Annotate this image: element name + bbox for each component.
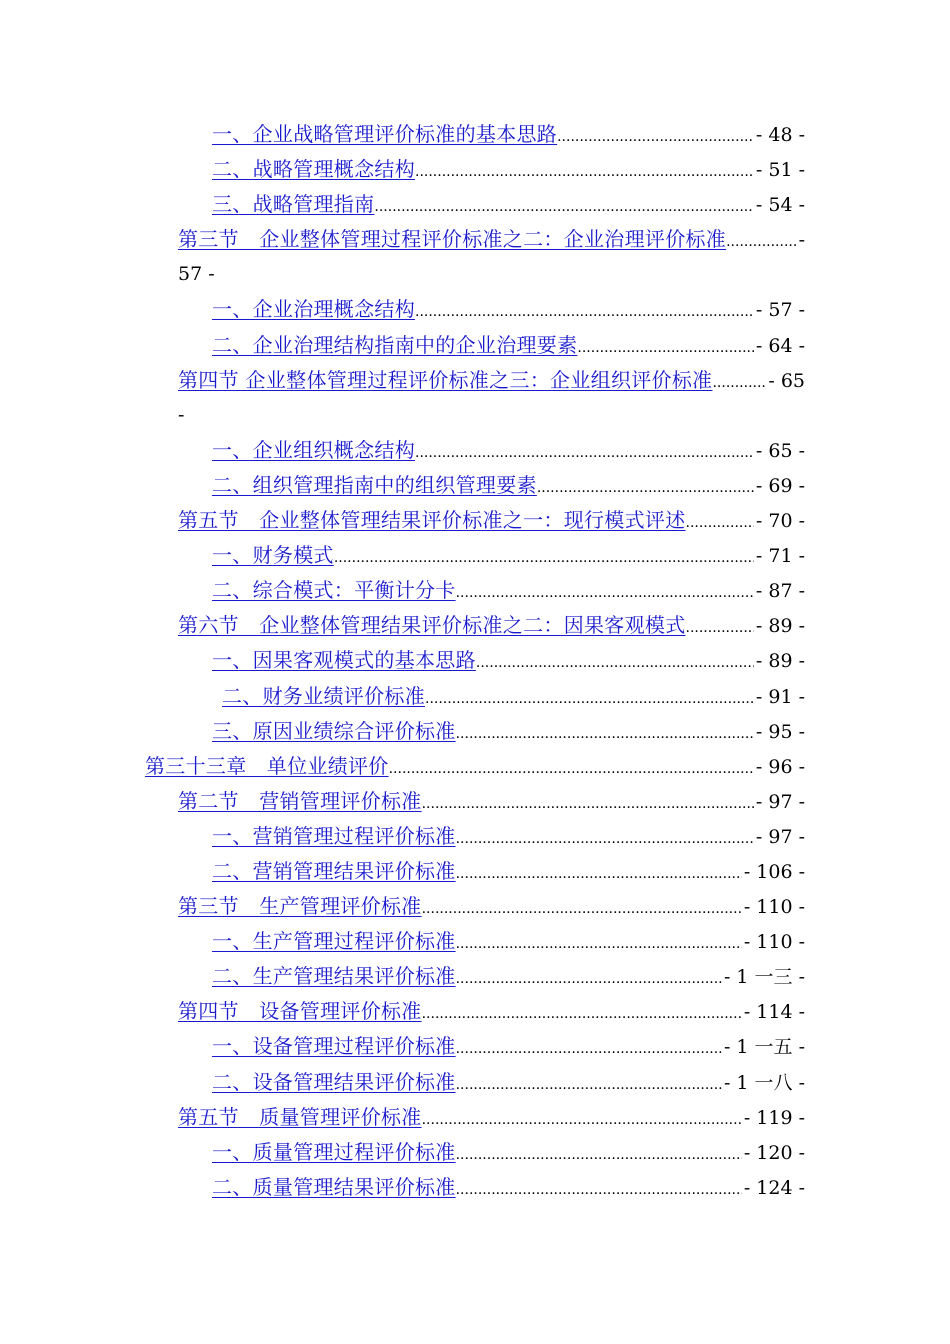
toc-dot-leader [422, 1103, 742, 1138]
toc-entry-line [178, 784, 805, 822]
toc-entry-line [212, 924, 805, 962]
toc-entry-line [212, 433, 805, 471]
toc-entry [0, 538, 950, 573]
toc-entry-link[interactable]: 一、企业组织概念结构 [212, 437, 415, 462]
toc-entry [0, 117, 950, 152]
toc-dot-leader [422, 892, 742, 927]
toc-entry [0, 573, 950, 608]
toc-entry-link[interactable]: 一、质量管理过程评价标准 [212, 1139, 456, 1164]
toc-entry-line [212, 117, 805, 155]
toc-entry-line [212, 187, 805, 225]
toc-page-number: - 65 [768, 369, 805, 392]
toc-entry-link[interactable]: 三、原因业绩综合评价标准 [212, 718, 456, 743]
toc-entry-link[interactable]: 二、营销管理结果评价标准 [212, 858, 456, 883]
toc-entry-line [178, 889, 805, 927]
toc-dot-leader [726, 225, 796, 260]
toc-entry-line [212, 1029, 805, 1067]
toc-page-number: - 1 一八 - [723, 1071, 805, 1094]
toc-entry-line [212, 854, 805, 892]
toc-dot-leader [456, 717, 754, 752]
toc-entry [0, 994, 950, 1029]
toc-entry-link[interactable]: 第五节 质量管理评价标准 [178, 1104, 422, 1129]
toc-entry-link[interactable]: 一、设备管理过程评价标准 [212, 1034, 456, 1059]
toc-entry-link[interactable]: 二、财务业绩评价标准 [222, 683, 425, 708]
toc-entry-link[interactable]: 第二节 营销管理评价标准 [178, 788, 422, 813]
toc-page-number: - 65 - [755, 439, 805, 462]
toc-entry [0, 1135, 950, 1170]
toc-dot-leader [456, 1032, 722, 1067]
toc-page-number: - 1 一五 - [723, 1036, 805, 1059]
toc-entry-line [212, 152, 805, 190]
toc-entry [0, 608, 950, 643]
toc-entry-line [178, 363, 805, 401]
toc-page-number: - 48 - [755, 124, 805, 146]
toc-entry-line [212, 573, 805, 611]
toc-entry [0, 222, 950, 292]
toc-entry [0, 643, 950, 678]
toc-page-number: - 51 - [755, 159, 805, 182]
toc-entry [0, 152, 950, 187]
toc-page-number: - 71 - [755, 545, 805, 568]
toc-entry [0, 679, 950, 714]
table-of-contents [0, 117, 950, 1205]
toc-dot-leader [577, 331, 753, 366]
toc-entry-line [178, 503, 805, 541]
toc-entry [0, 854, 950, 889]
toc-page-number-continued: 57 - [178, 263, 215, 286]
toc-entry [0, 1100, 950, 1135]
toc-page-number-continued: - [178, 403, 185, 426]
toc-dot-leader [537, 471, 754, 506]
toc-entry-link[interactable]: 一、生产管理过程评价标准 [212, 929, 456, 954]
toc-dot-leader [456, 927, 742, 962]
toc-dot-leader [415, 295, 754, 330]
toc-entry-link[interactable]: 一、财务模式 [212, 543, 334, 568]
toc-page-number: - 54 - [755, 194, 805, 217]
toc-page-number: - 87 - [755, 580, 805, 603]
toc-entry-line [212, 1170, 805, 1208]
toc-entry [0, 714, 950, 749]
toc-page-number: - 97 - [755, 825, 805, 848]
toc-entry-line [212, 328, 805, 366]
toc-dot-leader [334, 541, 754, 576]
toc-page-number: - 106 - [743, 860, 805, 883]
toc-page-number: - 120 - [743, 1141, 805, 1164]
toc-entry [0, 328, 950, 363]
toc-page-number: - 95 - [755, 720, 805, 743]
toc-entry [0, 749, 950, 784]
toc-page-number: - 1 一三 - [723, 966, 805, 989]
toc-page-number: - 89 - [755, 650, 805, 673]
toc-dot-leader [557, 120, 754, 155]
toc-dot-leader [422, 787, 754, 822]
toc-entry [0, 959, 950, 994]
toc-entry-line [178, 222, 805, 260]
toc-dot-leader [686, 506, 754, 541]
toc-dot-leader [415, 155, 754, 190]
toc-entry-link[interactable]: 一、因果客观模式的基本思路 [212, 648, 476, 673]
toc-entry-link[interactable]: 第五节 企业整体管理结果评价标准之一：现行模式评述 [178, 508, 686, 533]
toc-entry [0, 1170, 950, 1205]
toc-entry-line [178, 1100, 805, 1138]
toc-entry-link[interactable]: 二、企业治理结构指南中的企业治理要素 [212, 332, 578, 357]
toc-entry-link[interactable]: 二、战略管理概念结构 [212, 157, 415, 182]
toc-page-number: - 119 - [743, 1106, 805, 1129]
toc-entry-line [212, 1065, 805, 1103]
toc-page-number: - 96 - [755, 755, 805, 778]
toc-dot-leader [456, 962, 722, 997]
toc-entry-link[interactable]: 第四节 企业整体管理过程评价标准之三：企业组织评价标准 [178, 367, 713, 392]
toc-entry-line [145, 749, 805, 787]
toc-entry [0, 468, 950, 503]
toc-dot-leader [456, 1138, 742, 1173]
toc-entry [0, 363, 950, 433]
toc-page-number: - 64 - [755, 334, 805, 357]
toc-entry [0, 784, 950, 819]
toc-entry-link[interactable]: 第三节 企业整体管理过程评价标准之二：企业治理评价标准 [178, 227, 727, 252]
toc-entry-line [222, 679, 805, 717]
toc-entry-link[interactable]: 第三十三章 单位业绩评价 [145, 753, 389, 778]
toc-entry-line [212, 714, 805, 752]
toc-entry-link[interactable]: 一、企业战略管理评价标准的基本思路 [212, 122, 558, 146]
toc-dot-leader [456, 1173, 742, 1208]
toc-entry-line [212, 643, 805, 681]
toc-entry-line [212, 468, 805, 506]
toc-entry-link[interactable]: 二、组织管理指南中的组织管理要素 [212, 472, 537, 497]
toc-entry-link[interactable]: 二、综合模式：平衡计分卡 [212, 578, 456, 603]
toc-entry [0, 889, 950, 924]
toc-entry [0, 292, 950, 327]
toc-dot-leader [425, 682, 754, 717]
toc-entry-line [212, 819, 805, 857]
toc-entry-link[interactable]: 一、企业治理概念结构 [212, 297, 415, 322]
toc-entry-link[interactable]: 三、战略管理指南 [212, 192, 375, 217]
toc-page-number: - [798, 229, 805, 252]
toc-dot-leader [456, 1068, 722, 1103]
toc-dot-leader [686, 611, 754, 646]
toc-dot-leader [456, 822, 754, 857]
toc-entry-line [212, 1135, 805, 1173]
toc-dot-leader [456, 857, 742, 892]
toc-entry [0, 1029, 950, 1064]
toc-page-number: - 124 - [743, 1176, 805, 1199]
toc-entry [0, 187, 950, 222]
toc-entry-link[interactable]: 一、营销管理过程评价标准 [212, 823, 456, 848]
toc-entry-link[interactable]: 第六节 企业整体管理结果评价标准之二：因果客观模式 [178, 613, 686, 638]
toc-dot-leader [712, 366, 766, 401]
toc-entry-link[interactable]: 二、质量管理结果评价标准 [212, 1174, 456, 1199]
toc-entry-link[interactable]: 二、设备管理结果评价标准 [212, 1069, 456, 1094]
toc-entry-link[interactable]: 第三节 生产管理评价标准 [178, 894, 422, 919]
toc-entry [0, 819, 950, 854]
toc-dot-leader [456, 576, 754, 611]
toc-page-number: - 110 - [743, 931, 805, 954]
toc-dot-leader [476, 646, 754, 681]
toc-page-number: - 114 - [743, 1001, 805, 1024]
toc-entry-link[interactable]: 第四节 设备管理评价标准 [178, 999, 422, 1024]
toc-page-number: - 97 - [755, 790, 805, 813]
toc-entry [0, 924, 950, 959]
toc-page-number: - 110 - [743, 896, 805, 919]
toc-entry-line [212, 959, 805, 997]
toc-page-number: - 57 - [755, 299, 805, 322]
toc-page-number: - 69 - [755, 474, 805, 497]
toc-entry [0, 433, 950, 468]
toc-page-number: - 70 - [755, 510, 805, 533]
toc-entry-line [178, 994, 805, 1032]
toc-entry [0, 503, 950, 538]
toc-dot-leader [374, 190, 753, 225]
toc-entry-line [178, 608, 805, 646]
toc-dot-leader [389, 752, 754, 787]
toc-entry-link[interactable]: 二、生产管理结果评价标准 [212, 964, 456, 989]
toc-dot-leader [415, 436, 754, 471]
toc-entry [0, 1065, 950, 1100]
toc-entry-line [212, 538, 805, 576]
toc-entry-line [212, 292, 805, 330]
toc-dot-leader [422, 997, 742, 1032]
toc-page-number: - 89 - [755, 615, 805, 638]
toc-page-number: - 91 - [755, 685, 805, 708]
